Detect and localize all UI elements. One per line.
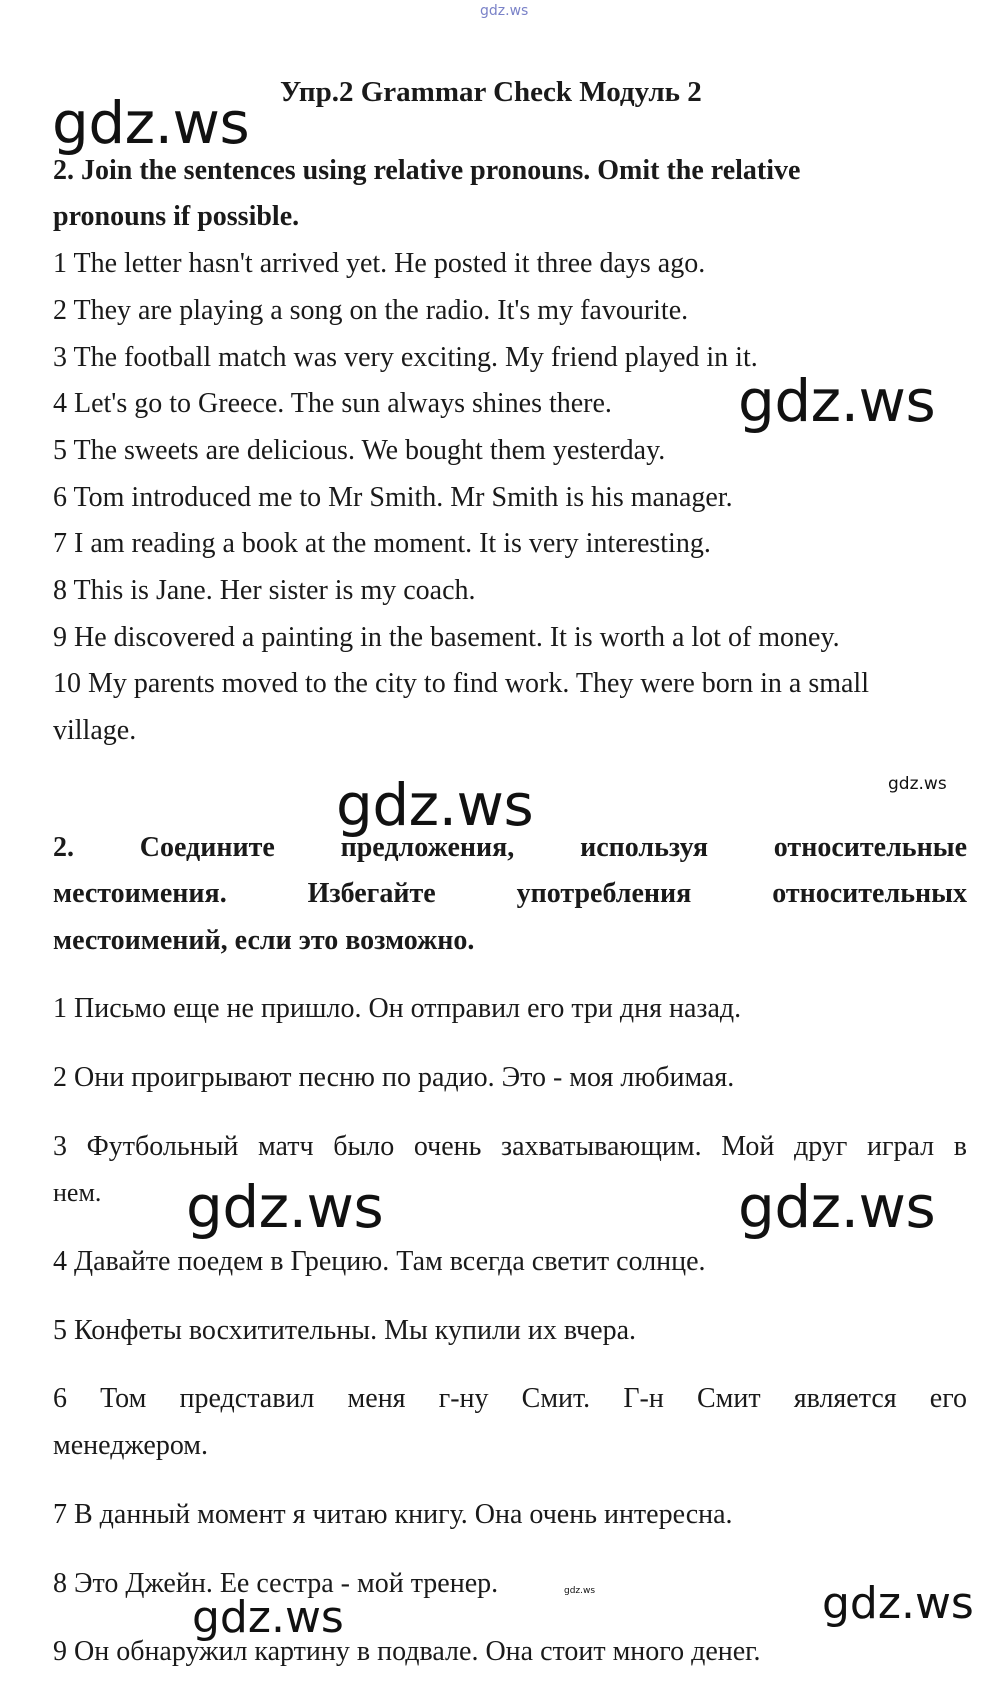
english-item: 7 I am reading a book at the moment. It is very interesting. <box>53 528 711 559</box>
russian-item-continuation: нем. <box>53 1178 102 1207</box>
watermark-logo: gdz.ws <box>52 89 250 157</box>
watermark-logo: gdz.ws <box>738 367 936 435</box>
english-item: 5 The sweets are delicious. We bought them yesterday. <box>53 435 666 466</box>
russian-item: 4 Давайте поедем в Грецию. Там всегда светит солнце. <box>53 1246 706 1277</box>
watermark-small: gdz.ws <box>888 774 947 794</box>
watermark-logo: gdz.ws <box>192 1592 344 1643</box>
watermark-top: gdz.ws <box>480 3 529 19</box>
english-item-continuation: village. <box>53 715 137 746</box>
russian-instruction: 2. Соедините предложения, используя относительные <box>53 832 967 863</box>
russian-item: 1 Письмо еще не пришло. Он отправил его три дня назад. <box>53 993 742 1024</box>
english-item: 9 He discovered a painting in the basement. It is worth a lot of money. <box>53 622 840 653</box>
russian-instruction: местоимения. Избегайте употребления относительных <box>53 878 967 909</box>
russian-item: 8 Это Джейн. Ее сестра - мой тренер. <box>53 1568 499 1599</box>
watermark-logo: gdz.ws <box>336 771 534 839</box>
english-instruction: pronouns if possible. <box>53 201 300 232</box>
russian-instruction: местоимений, если это возможно. <box>53 925 475 956</box>
russian-item: 5 Конфеты восхитительны. Мы купили их вчера. <box>53 1315 636 1346</box>
english-item: 8 This is Jane. Her sister is my coach. <box>53 575 476 606</box>
watermark-tiny: gdz.ws <box>564 1586 596 1596</box>
russian-item: 2 Они проигрывают песню по радио. Это - моя любимая. <box>53 1062 735 1093</box>
watermark-logo: gdz.ws <box>186 1173 384 1241</box>
english-item: 4 Let's go to Greece. The sun always shines there. <box>53 388 612 419</box>
english-item: 6 Tom introduced me to Mr Smith. Mr Smith is his manager. <box>53 482 733 513</box>
russian-item-continuation: менеджером. <box>53 1430 209 1461</box>
russian-item: 9 Он обнаружил картину в подвале. Она стоит много денег. <box>53 1636 761 1667</box>
russian-item: 7 В данный момент я читаю книгу. Она очень интересна. <box>53 1499 733 1530</box>
english-item: 10 My parents moved to the city to find work. They were born in a small <box>53 668 869 699</box>
russian-item: 6 Том представил меня г-ну Смит. Г-н Смит является его <box>53 1383 967 1414</box>
english-item: 1 The letter hasn't arrived yet. He posted it three days ago. <box>53 248 706 279</box>
english-item: 2 They are playing a song on the radio. It's my favourite. <box>53 295 689 326</box>
russian-item: 3 Футбольный матч было очень захватывающим. Мой друг играл в <box>53 1131 967 1162</box>
english-instruction: 2. Join the sentences using relative pronouns. Omit the relative <box>53 155 801 186</box>
watermark-logo: gdz.ws <box>738 1173 936 1241</box>
english-item: 3 The football match was very exciting. My friend played in it. <box>53 342 758 373</box>
watermark-logo: gdz.ws <box>822 1578 974 1629</box>
page-title: Упр.2 Grammar Check Модуль 2 <box>280 76 702 108</box>
